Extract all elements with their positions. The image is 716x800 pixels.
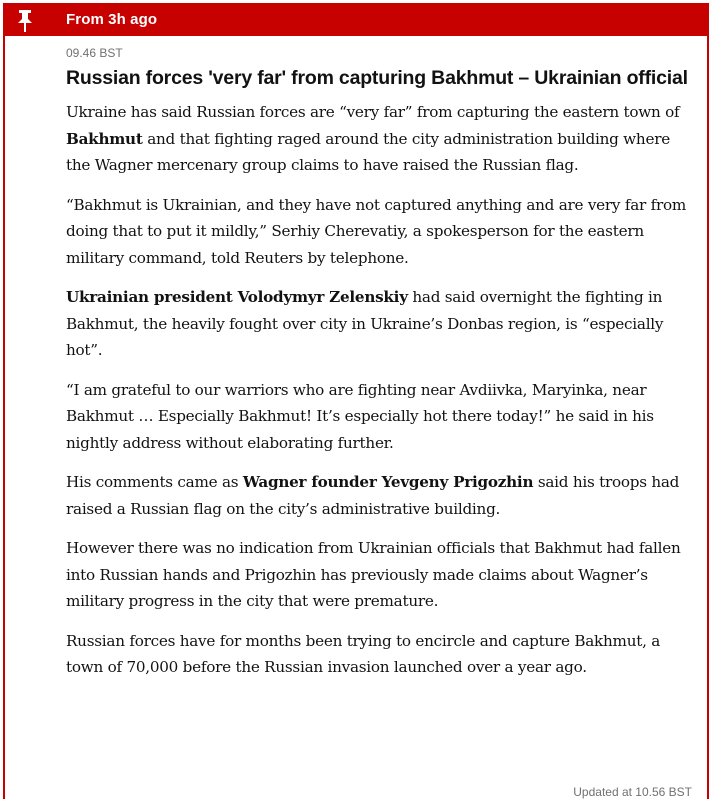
paragraph-text: and that fighting raged around the city administration building where the Wagner mercenary group claims to have raised the Russian flag.: [66, 129, 670, 174]
post-headline: Russian forces 'very far' from capturing Bakhmut – Ukrainian official: [66, 67, 688, 89]
paragraph-text: His comments came as: [66, 473, 243, 491]
updated-timestamp: Updated at 10.56 BST: [573, 785, 692, 799]
pin-icon: [15, 9, 35, 33]
paragraph: However there was no indication from Ukrainian officials that Bakhmut had fallen into Russian hands and Prigozhin has previously made claims about Wagner’s military progress in the city that were premature.: [66, 539, 681, 610]
paragraph: [66, 99, 696, 179]
paragraph: Russian forces have for months been trying to encircle and capture Bakhmut, a town of 70,000 before the Russian invasion launched over a year ago.: [66, 631, 661, 676]
paragraph: “I am grateful to our warriors who are fighting near Avdiivka, Maryinka, near Bakhmut … Especially Bakhmut! It’s especially hot there today!” he said in his nightly address without elaborating further.: [66, 380, 654, 452]
paragraph: “Bakhmut is Ukrainian, and they have not captured anything and are very far from doing that to put it mildly,” Serhiy Cherevatiy, a spokesperson for the eastern military command, told Reuters by telephone.: [66, 195, 687, 267]
paragraph-text: had said overnight the fighting in Bakhmut, the heavily fought over city in Ukraine’s Donbas region, is “especially hot”.: [66, 288, 664, 359]
prigozhin-bold: Wagner founder Yevgeny Prigozhin: [242, 473, 534, 491]
live-blog-card: [3, 3, 709, 799]
post-timestamp[interactable]: 09.46 BST: [66, 46, 123, 60]
pinned-post-banner: [5, 5, 707, 36]
paragraph-text: said his troops had raised a Russian flag on the city’s administrative building.: [66, 473, 680, 518]
post-content: [66, 45, 696, 694]
paragraph: [66, 469, 696, 522]
paragraph: [66, 284, 696, 364]
zelenskiy-bold: Ukrainian president Volodymyr Zelenskiy: [66, 288, 408, 306]
bakhmut-link[interactable]: Bakhmut: [66, 129, 143, 148]
pinned-label: From 3h ago: [66, 11, 158, 28]
paragraph-text: Ukraine has said Russian forces are “very far” from capturing the eastern town of: [66, 103, 680, 121]
